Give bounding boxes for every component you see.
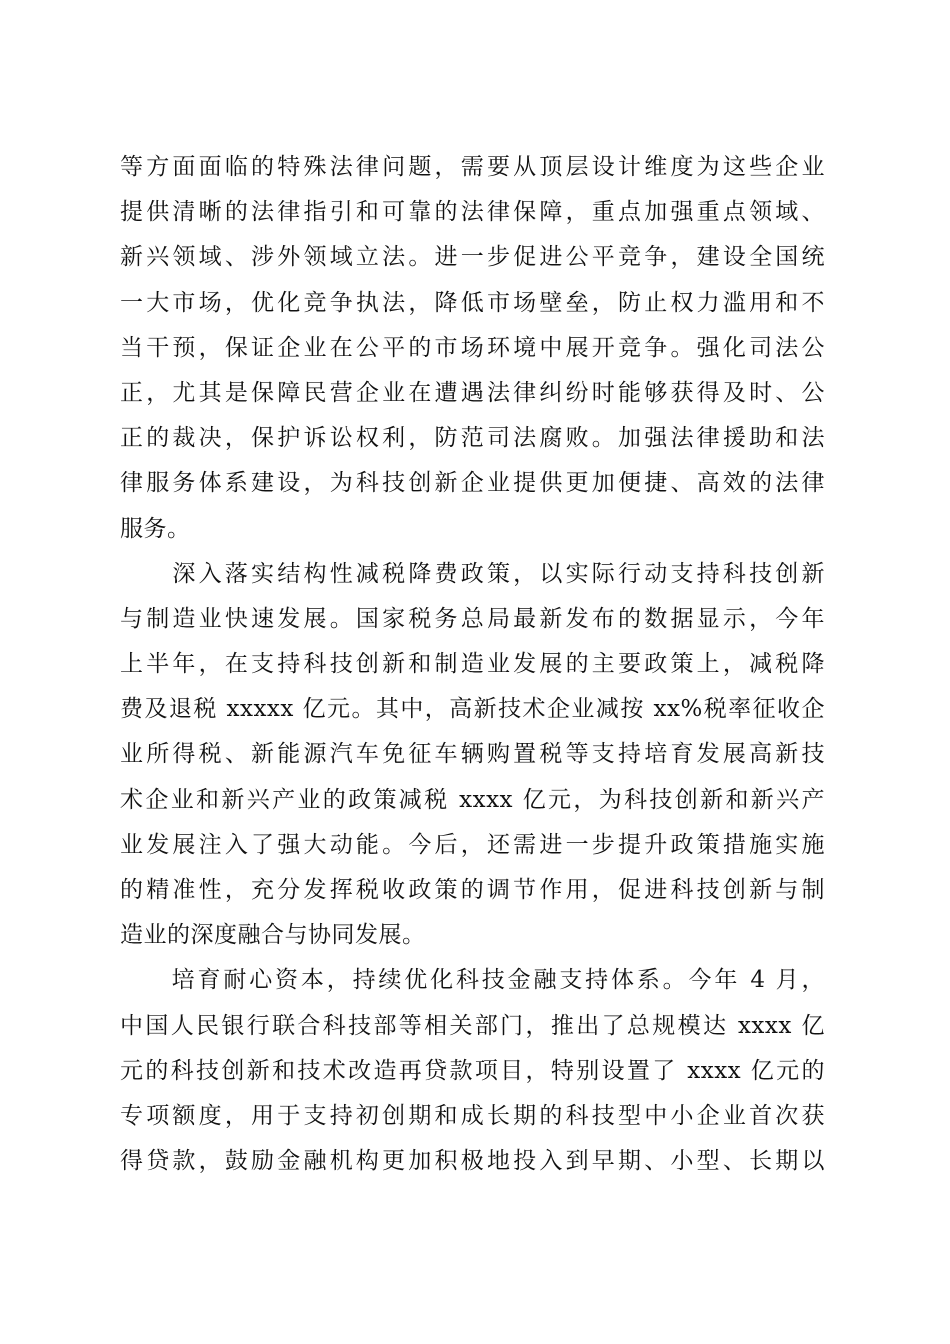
text-line: 深入落实结构性减税降费政策，以实际行动支持科技创新 [120,560,825,587]
text-line: 等方面面临的特殊法律问题，需要从顶层设计维度为这些企业 [120,154,825,180]
text-line: 正的裁决，保护诉讼权利，防范司法腐败。加强法律援助和法 [120,425,825,452]
text-line: 的精准性，充分发挥税收政策的调节作用，促进科技创新与制 [120,877,825,903]
text-line: 新兴领域、涉外领域立法。进一步促进公平竞争，建设全国统 [120,244,825,271]
text-line: 业发展注入了强大动能。今后，还需进一步提升政策措施实施 [120,831,825,858]
text-line: 术企业和新兴产业的政策减税 xxxx 亿元，为科技创新和新兴产 [120,786,825,813]
text-line: 得贷款，鼓励金融机构更加积极地投入到早期、小型、长期以 [120,1148,825,1175]
text-line: 专项额度，用于支持初创期和成长期的科技型中小企业首次获 [120,1102,825,1129]
text-line: 费及退税 xxxxx 亿元。其中，高新技术企业减按 xx%税率征收企 [120,696,825,723]
text-line: 上半年，在支持科技创新和制造业发展的主要政策上，减税降 [120,651,825,678]
text-line: 造业的深度融合与协同发展。 [120,922,426,949]
text-line: 提供清晰的法律指引和可靠的法律保障，重点加强重点领域、 [120,199,825,226]
text-line: 培育耐心资本，持续优化科技金融支持体系。今年 4 月， [120,967,825,994]
text-line: 律服务体系建设，为科技创新企业提供更加便捷、高效的法律 [120,470,825,497]
text-line: 正，尤其是保障民营企业在遭遇法律纠纷时能够获得及时、公 [120,379,825,406]
body-text [120,145,825,1184]
text-line: 一大市场，优化竞争执法，降低市场壁垒，防止权力滥用和不 [120,289,825,316]
text-line: 与制造业快速发展。国家税务总局最新发布的数据显示，今年 [120,605,825,632]
text-line: 元的科技创新和技术改造再贷款项目，特别设置了 xxxx 亿元的 [120,1057,825,1084]
text-line: 当干预，保证企业在公平的市场环境中展开竞争。强化司法公 [120,334,825,361]
text-line: 业所得税、新能源汽车免征车辆购置税等支持培育发展高新技 [120,741,825,768]
text-line: 中国人民银行联合科技部等相关部门，推出了总规模达 xxxx 亿 [120,1012,825,1039]
text-line: 服务。 [120,515,191,542]
